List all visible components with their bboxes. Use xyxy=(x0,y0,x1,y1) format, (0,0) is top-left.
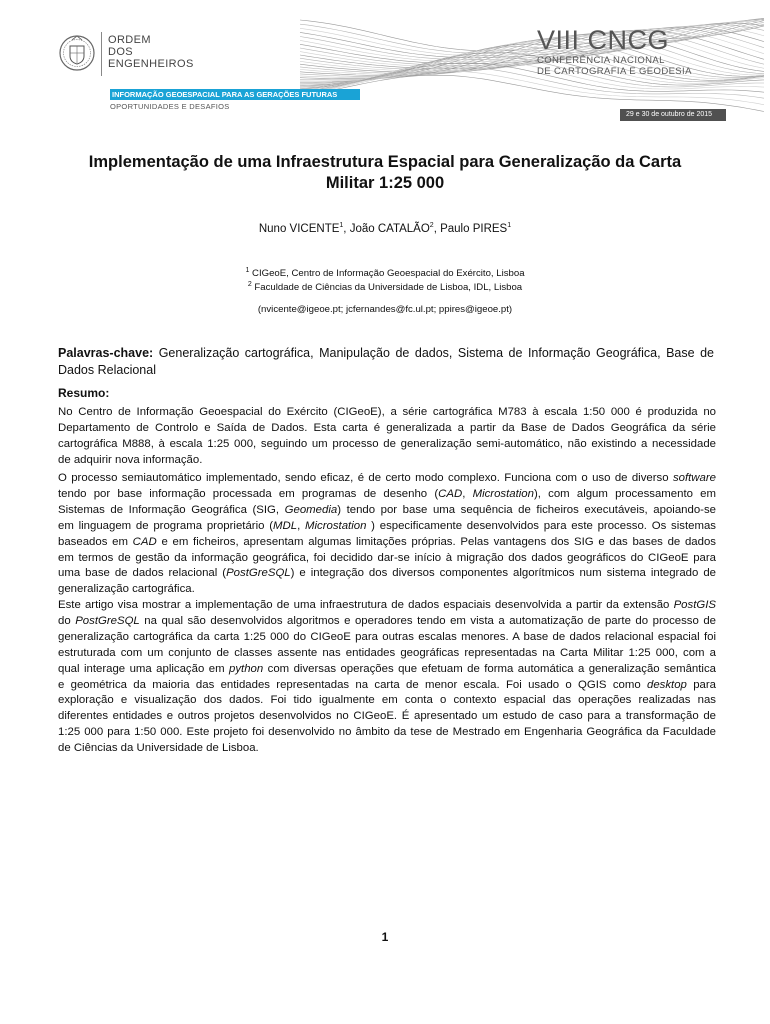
author-name: João CATALÃO xyxy=(349,223,430,235)
paper-title xyxy=(60,152,710,194)
conference-title: VIII CNCG xyxy=(537,25,670,55)
abstract-line: cartográfica M888, à escala 1:25 000, seguindo um processo de generalização semi-automático, não existindo a necessidade xyxy=(58,437,716,450)
conference-subtitle-line: DE CARTOGRAFIA E GEODESIA xyxy=(537,66,692,77)
page-number: 1 xyxy=(381,930,389,944)
abstract-line: No Centro de Informação Geoespacial do Exército (CIGeoE), a série cartográfica M783 à escala 1:50 000 é produzida no xyxy=(58,406,716,418)
abstract-line: exploração e visualização dos dados. Foi tido igualmente em conta o contexto espacial das operações realizadas nas xyxy=(58,694,716,707)
abstract-line: diferentes entidades e outros projetos desenvolvidos no CIGeoE. É apresentado um estudo de caso para a transformação de xyxy=(58,710,716,723)
abstract-line: de adquirir nova informação. xyxy=(58,453,203,466)
affiliation-number: 1 xyxy=(245,266,250,274)
logo-divider xyxy=(101,32,102,76)
abstract-line: de Ciências da Universidade de Lisboa. xyxy=(58,742,259,755)
theme-bar xyxy=(110,89,360,100)
conference-subtitle-line: CONFERÊNCIA NACIONAL xyxy=(537,55,665,66)
abstract-line: Departamento de Controlo e Saída de Dados. Esta carta é generalizada a partir da Base de Dados Geográfica da série xyxy=(58,421,716,434)
keywords-text: Dados Relacional xyxy=(58,363,156,377)
title-line: Implementação de uma Infraestrutura Espacial para Generalização da Carta xyxy=(88,153,682,171)
abstract-line: em termos de gestão da informação geográfica, foi decidido dar-se início à migração dos dados geográficos do CIGeoE para xyxy=(58,551,716,564)
terrain-contour xyxy=(300,20,764,51)
org-line: ORDEM xyxy=(108,34,151,46)
conference-theme-subtitle: OPORTUNIDADES E DESAFIOS xyxy=(110,102,230,111)
abstract-line: Sistemas de Informação Geográfica (SIG, Geomedia) tendo por base uma sequência de ficheiros executáveis, apoiando-se xyxy=(58,503,716,516)
author-name: Paulo PIRES xyxy=(440,223,508,235)
abstract-line: 1:25 000 para 1:50 000. Este projeto foi desenvolvido no âmbito da tese de Mestrado em Engenharia Geográfica da Faculdade xyxy=(58,726,716,739)
abstract-line: estruturada com um conjunto de classes assente nas entidades geográficas representadas na Carta Militar 1:25 000, com a xyxy=(58,646,716,659)
keywords-line xyxy=(58,345,714,362)
author-list: Nuno VICENTE$^1$, João CATALÃO$^2$, Paulo PIRES$^1$ xyxy=(258,222,512,235)
conference-banner xyxy=(0,0,770,130)
abstract-line: Este artigo visa mostrar a implementação de uma infraestrutura de dados espaciais desenvolvida a partir da extensão PostGIS xyxy=(58,599,716,611)
conference-subtitle xyxy=(537,55,692,77)
keywords-text: Generalização cartográfica, Manipulação de dados, Sistema de Informação Geográfica, Base de xyxy=(158,346,714,360)
abstract-line: em linguagem de programa proprietário (MDL, Microstation ) especificamente desenvolvidos para este processo. Os sistemas xyxy=(58,519,716,532)
author-affiliation-mark: 1 xyxy=(507,222,512,230)
affiliation-text: Faculdade de Ciências da Universidade de Lisboa, IDL, Lisboa xyxy=(254,282,523,293)
title-line: Militar 1:25 000 xyxy=(325,174,445,192)
abstract-line: O processo semiautomático implementado, sendo eficaz, é de certo modo complexo. Funciona com o uso de diverso software xyxy=(58,472,716,484)
abstract-paragraph xyxy=(58,471,716,598)
org-line: DOS xyxy=(108,46,134,58)
affiliation xyxy=(60,282,710,293)
abstract-line: tendo por base informação processada em programas de desenho (CAD, Microstation), com algum processamento em xyxy=(58,487,716,500)
author-emails: (nvicente@igeoe.pt; jcfernandes@fc.ul.pt; ppires@igeoe.pt) xyxy=(257,304,513,315)
conference-date-box xyxy=(620,109,726,121)
abstract-heading: Resumo: xyxy=(58,386,110,400)
conference-dates: 29 e 30 de outubro de 2015 xyxy=(626,111,713,118)
abstract-line: e geométrica da maioria das entidades representadas na carta de menor escala. Foi usado o QGIS como desktop para xyxy=(58,678,717,691)
conference-theme: INFORMAÇÃO GEOESPACIAL PARA AS GERAÇÕES FUTURAS xyxy=(112,90,338,99)
affiliation xyxy=(60,268,710,279)
abstract-line: generalização cartográfica da carta 1:25 000 do CIGeoE para outras escalas menores. A base de dados relacional espacial foi xyxy=(58,630,716,643)
keywords-label: Palavras-chave: xyxy=(58,346,154,360)
abstract-line: generalização cartográfica. xyxy=(58,583,195,596)
ordem-engenheiros-logo-text xyxy=(108,34,194,70)
abstract-line: qual interage uma aplicação em python com diversas operações que efetuam de forma automática a generalização semântica xyxy=(58,662,716,675)
abstract-paragraph xyxy=(58,405,716,469)
abstract-line: do PostGreSQL na qual são desenvolvidos algoritmos e operadores tendo em vista a automatização de parte do processo de xyxy=(58,614,716,627)
author-affiliation-mark: 1 xyxy=(339,222,344,230)
affiliation-text: CIGeoE, Centro de Informação Geoespacial do Exército, Lisboa xyxy=(252,268,525,279)
ordem-engenheiros-seal-icon xyxy=(58,32,96,74)
author-name: Nuno VICENTE xyxy=(258,223,340,235)
abstract-line: uma base de dados relacional (PostGreSQL) e integração dos diversos componentes algorítmicos num sistema integrado de xyxy=(58,567,716,580)
keywords-block xyxy=(58,345,714,379)
abstract-paragraph xyxy=(58,598,716,757)
org-line: ENGENHEIROS xyxy=(108,58,194,70)
abstract-line: baseados em CAD e em ficheiros, apresentam algumas limitações próprias. Pelas vantagens dos SIG e das bases de dados xyxy=(58,535,716,548)
author-affiliation-mark: 2 xyxy=(429,222,434,230)
affiliation-number: 2 xyxy=(247,280,252,288)
